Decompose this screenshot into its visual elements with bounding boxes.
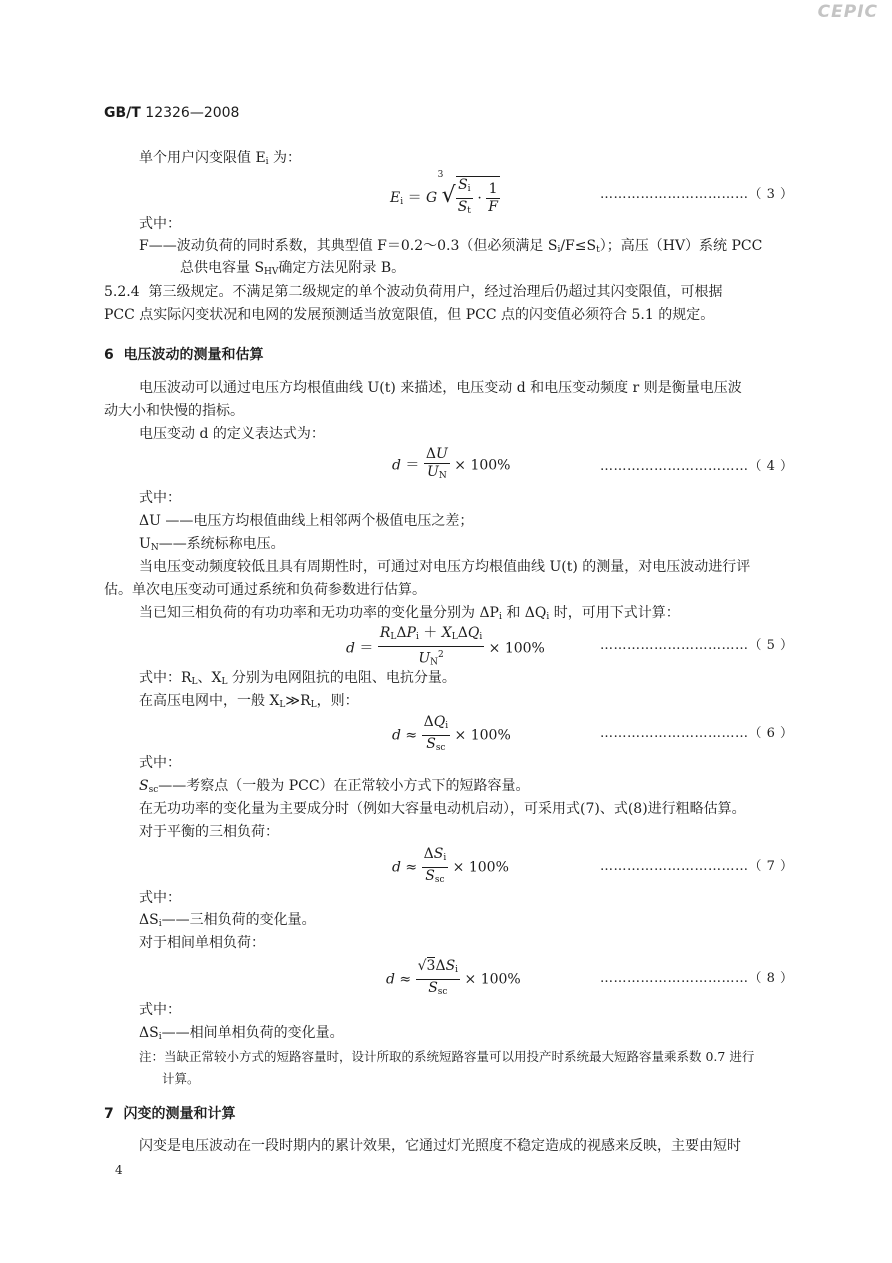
- f-definition-line1: F——波动负荷的同时系数，其典型值 F＝0.2～0.3（但必须满足 $S_i/F\le S_t$）；高压（HV）系统 PCC: [139, 238, 763, 255]
- section-6-heading: 6 电压波动的测量和估算: [104, 347, 264, 363]
- standard-header: [104, 105, 239, 121]
- du-definition: ΔU ——电压方均根值曲线上相邻两个极值电压之差；: [139, 513, 474, 529]
- equation-6: d ≈ $\frac{\Delta Q_i}{S_{sc}}$ × 100%: [392, 714, 511, 753]
- equation-8-number: ……………………………（ 8 ）: [600, 971, 794, 986]
- note-line2: 计算。: [162, 1071, 200, 1086]
- page-number: 4: [115, 1163, 123, 1177]
- equation-6-number: ……………………………（ 6 ）: [600, 726, 794, 741]
- where-label: 式中：: [139, 755, 181, 771]
- header-prefix: GB/T: [104, 105, 141, 121]
- dsi-single-phase-definition: $\Delta S_i——$相间单相负荷的变化量。: [139, 1025, 344, 1042]
- f-definition-line2: 总供电容量 $S_{HV}$确定方法见附录 B。: [180, 260, 406, 277]
- note-line1: 注：当缺正常较小方式的短路容量时，设计所取的系统短路容量可以用投产时系统最大短路容量乘系数 0.7 进行: [139, 1049, 755, 1064]
- header-number: 12326—2008: [145, 105, 240, 121]
- paragraph-9: 在无功功率的变化量为主要成分时（例如大容量电动机启动），可采用式(7)、式(8)进行粗略估算。: [139, 801, 746, 817]
- equation-8: d ≈ $\frac{√3\Delta S_i}{S_{sc}}$ × 100%: [386, 958, 521, 997]
- equation-5: d ＝ $\frac{R_L\Delta P_i + X_L\Delta Q_i}{U_N^2}$ × 100%: [346, 625, 545, 668]
- dsi-definition: $\Delta S_i——$三相负荷的变化量。: [139, 912, 316, 929]
- section-7-heading: 7 闪变的测量和计算: [104, 1106, 236, 1122]
- un-definition: $U_N——$系统标称电压。: [139, 536, 285, 553]
- paragraph-10: 对于平衡的三相负荷：: [139, 824, 279, 840]
- paragraph-7b: 估。单次电压变动可通过系统和负荷参数进行估算。: [104, 582, 426, 598]
- hv-condition: 在高压电网中，一般 $X_L≫R_L$，则：: [139, 693, 359, 710]
- equation-3: $E_i = G$ 3 √ $\frac{S_i}{S_t}$ · $\frac{1}{F}$: [390, 176, 500, 220]
- paragraph-6b: 动大小和快慢的指标。: [104, 403, 244, 419]
- where-label: 式中：: [139, 890, 181, 906]
- equation-3-number: ……………………………（ 3 ）: [600, 187, 794, 202]
- equation-7: d ≈ $\frac{\Delta S_i}{S_{sc}}$ × 100%: [392, 846, 509, 885]
- clause-5-2-4-cont: PCC 点实际闪变状况和电网的发展预测适当放宽限值，但 PCC 点的闪变值必须符合 5.1 的规定。: [104, 307, 715, 323]
- equation-5-number: ……………………………（ 5 ）: [600, 638, 794, 653]
- equation-4-number: ……………………………（ 4 ）: [600, 459, 794, 474]
- where-label: 式中：: [139, 1002, 181, 1018]
- watermark-logo: CEPIC: [817, 2, 878, 22]
- rx-definition: 式中：$R_L$、$X_L$ 分别为电网阻抗的电阻、电抗分量。: [139, 670, 456, 687]
- ssc-definition: $S_{sc}——$考察点（一般为 PCC）在正常较小方式下的短路容量。: [139, 778, 530, 795]
- paragraph-12: 闪变是电压波动在一段时期内的累计效果，它通过灯光照度不稳定造成的视感来反映，主要由短时: [139, 1138, 741, 1154]
- paragraph-8: 当已知三相负荷的有功功率和无功功率的变化量分别为 $\Delta P_i$ 和 $\Delta Q_i$ 时，可用下式计算：: [139, 605, 680, 622]
- clause-5-2-4: 5.2.4 第三级规定。不满足第二级规定的单个波动负荷用户，经过治理后仍超过其闪变限值，可根据: [104, 284, 723, 300]
- paragraph-6c: 电压变动 d 的定义表达式为：: [139, 426, 325, 442]
- intro-line: 单个用户闪变限值 $E_i$ 为：: [139, 150, 302, 167]
- where-label: 式中：: [139, 490, 181, 506]
- paragraph-11: 对于相间单相负荷：: [139, 935, 265, 951]
- where-label: 式中：: [139, 216, 181, 232]
- paragraph-6a: 电压波动可以通过电压方均根值曲线 U(t) 来描述，电压变动 d 和电压变动频度 r 则是衡量电压波: [139, 380, 742, 396]
- equation-4: d ＝ $\frac{\Delta U}{U_N}$ × 100%: [392, 446, 511, 481]
- paragraph-7a: 当电压变动频度较低且具有周期性时，可通过对电压方均根值曲线 U(t) 的测量，对电压波动进行评: [139, 559, 751, 575]
- equation-7-number: ……………………………（ 7 ）: [600, 859, 794, 874]
